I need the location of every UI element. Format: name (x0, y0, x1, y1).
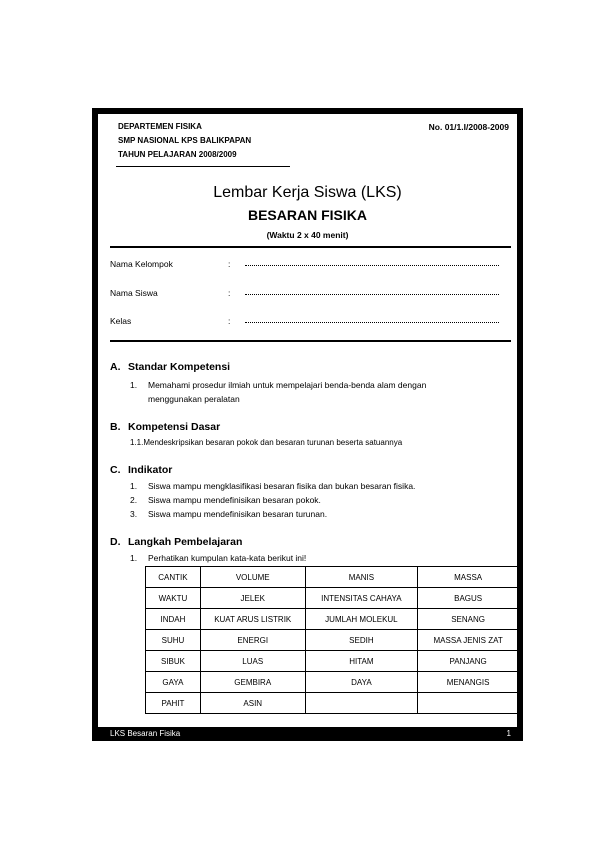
table-cell (418, 693, 519, 714)
table-cell: JUMLAH MOLEKUL (305, 609, 418, 630)
header-year: TAHUN PELAJARAN 2008/2009 (118, 150, 237, 159)
field-label: Nama Siswa (110, 288, 158, 298)
table-cell: PANJANG (418, 651, 519, 672)
field-kelas (110, 316, 231, 326)
field-label: Nama Kelompok (110, 259, 173, 269)
table-cell (305, 693, 418, 714)
field-fill-line[interactable] (245, 294, 499, 295)
table-cell: INDAH (146, 609, 201, 630)
section-c-item: 2. Siswa mampu mendefinisikan besaran pokok. (130, 495, 321, 505)
table-row (146, 609, 519, 630)
section-b-heading: B. Kompetensi Dasar (110, 421, 221, 433)
table-cell: GAYA (146, 672, 201, 693)
table-cell: MANIS (305, 567, 418, 588)
section-c-heading: C. Indikator (110, 464, 173, 476)
section-d-heading: D. Langkah Pembelajaran (110, 536, 243, 548)
table-cell: HITAM (305, 651, 418, 672)
table-cell: WAKTU (146, 588, 201, 609)
table-cell: VOLUME (200, 567, 305, 588)
table-cell: MENANGIS (418, 672, 519, 693)
field-fill-line[interactable] (245, 322, 499, 323)
page-footer (110, 728, 511, 740)
divider-bottom (110, 340, 511, 342)
table-cell: ASIN (200, 693, 305, 714)
table-cell: SENANG (418, 609, 519, 630)
time-allocation: (Waktu 2 x 40 menit) (266, 230, 349, 240)
table-cell: SUHU (146, 630, 201, 651)
footer-title: LKS Besaran Fisika (110, 729, 181, 738)
table-cell: PAHIT (146, 693, 201, 714)
table-cell: DAYA (305, 672, 418, 693)
header-dept: DEPARTEMEN FISIKA (118, 122, 202, 131)
field-nama-kelompok (110, 259, 231, 269)
table-cell: INTENSITAS CAHAYA (305, 588, 418, 609)
table-row (146, 651, 519, 672)
header-institution (118, 120, 251, 162)
section-c-item: 3. Siswa mampu mendefinisikan besaran turunan. (130, 509, 328, 519)
table-row (146, 672, 519, 693)
header-underline (116, 166, 290, 167)
section-d-item: 1. Perhatikan kumpulan kata-kata berikut ini! (130, 553, 307, 563)
page-number: 1 (506, 729, 511, 738)
table-cell: MASSA JENIS ZAT (418, 630, 519, 651)
page-title: Lembar Kerja Siswa (LKS) (213, 184, 402, 201)
section-c-item: 1. Siswa mampu mengklasifikasi besaran fisika dan bukan besaran fisika. (130, 481, 416, 491)
table-cell: SEDIH (305, 630, 418, 651)
table-cell: CANTIK (146, 567, 201, 588)
header-doc-number: No. 01/1.I/2008-2009 (428, 122, 509, 132)
table-cell: SIBUK (146, 651, 201, 672)
divider-top (110, 246, 511, 248)
table-row (146, 567, 519, 588)
word-table (145, 566, 519, 714)
table-cell: ENERGI (200, 630, 305, 651)
header-school: SMP NASIONAL KPS BALIKPAPAN (118, 136, 252, 145)
table-row (146, 693, 519, 714)
table-cell: GEMBIRA (200, 672, 305, 693)
section-a-item: 1. Memahami prosedur ilmiah untuk mempelajari benda-benda alam dengan menggunakan peralatan (130, 380, 427, 404)
page-subtitle: BESARAN FISIKA (247, 207, 367, 223)
table-row (146, 630, 519, 651)
page-frame (92, 108, 523, 741)
field-colon: : (228, 316, 231, 326)
field-colon: : (228, 259, 231, 269)
table-cell: LUAS (200, 651, 305, 672)
worksheet-page (98, 114, 517, 727)
field-fill-line[interactable] (245, 265, 499, 266)
table-cell: KUAT ARUS LISTRIK (200, 609, 305, 630)
field-label: Kelas (110, 316, 132, 326)
field-colon: : (228, 288, 231, 298)
section-a-heading: A. Standar Kompetensi (110, 361, 231, 373)
section-b-item: 1.1.Mendeskripsikan besaran pokok dan besaran turunan beserta satuannya (130, 438, 403, 447)
table-cell: BAGUS (418, 588, 519, 609)
table-cell: JELEK (200, 588, 305, 609)
table-cell: MASSA (418, 567, 519, 588)
field-nama-siswa (110, 288, 231, 298)
table-row (146, 588, 519, 609)
